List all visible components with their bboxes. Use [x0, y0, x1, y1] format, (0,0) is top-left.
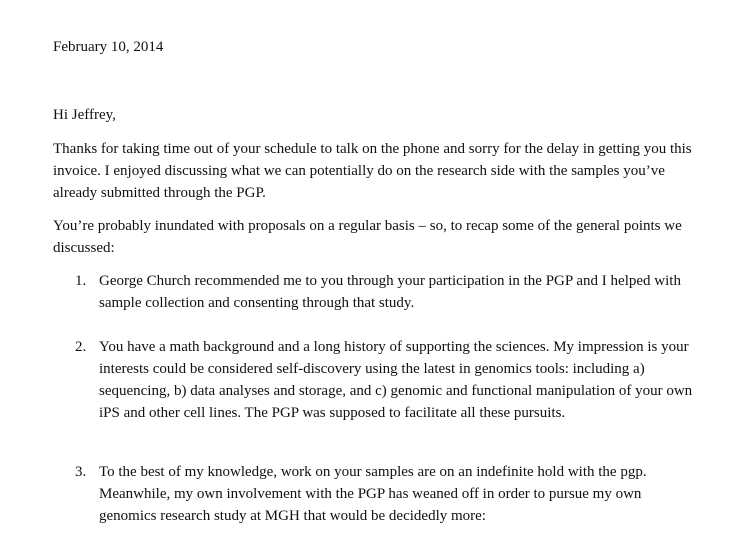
letter-paragraph-2: You’re probably inundated with proposals on a regular basis – so, to recap some of the general points we discussed:: [53, 218, 682, 256]
list-item-text: You have a math background and a long history of supporting the sciences. My impression is your interests could be considered self-discovery using the latest in genomics tools: including a) sequencing, b) data analyses and storage, and c) genomic and functional manipulation of your own iPS and other cell lines. The PGP was supposed to facilitate all these pursuits.: [99, 339, 693, 421]
list-item-text: George Church recommended me to you through your participation in the PGP and I helped with sample collection and consenting through that study.: [99, 273, 681, 311]
letter-date: February 10, 2014: [53, 39, 164, 55]
letter-greeting: Hi Jeffrey,: [53, 107, 116, 123]
letter-paragraph-1: Thanks for taking time out of your schedule to talk on the phone and sorry for the delay in getting you this invoice. I enjoyed discussing what we can potentially do on the research side with the samples you’ve already submitted through the PGP.: [53, 141, 692, 201]
list-item-number: 3.: [75, 464, 87, 480]
list-item-text: To the best of my knowledge, work on your samples are on an indefinite hold with the pgp. Meanwhile, my own involvement with the PGP has weaned off in order to pursue my own genomics research study at MGH that would be decidedly more:: [99, 464, 647, 524]
list-item-number: 2.: [75, 339, 87, 355]
list-item-number: 1.: [75, 273, 87, 289]
